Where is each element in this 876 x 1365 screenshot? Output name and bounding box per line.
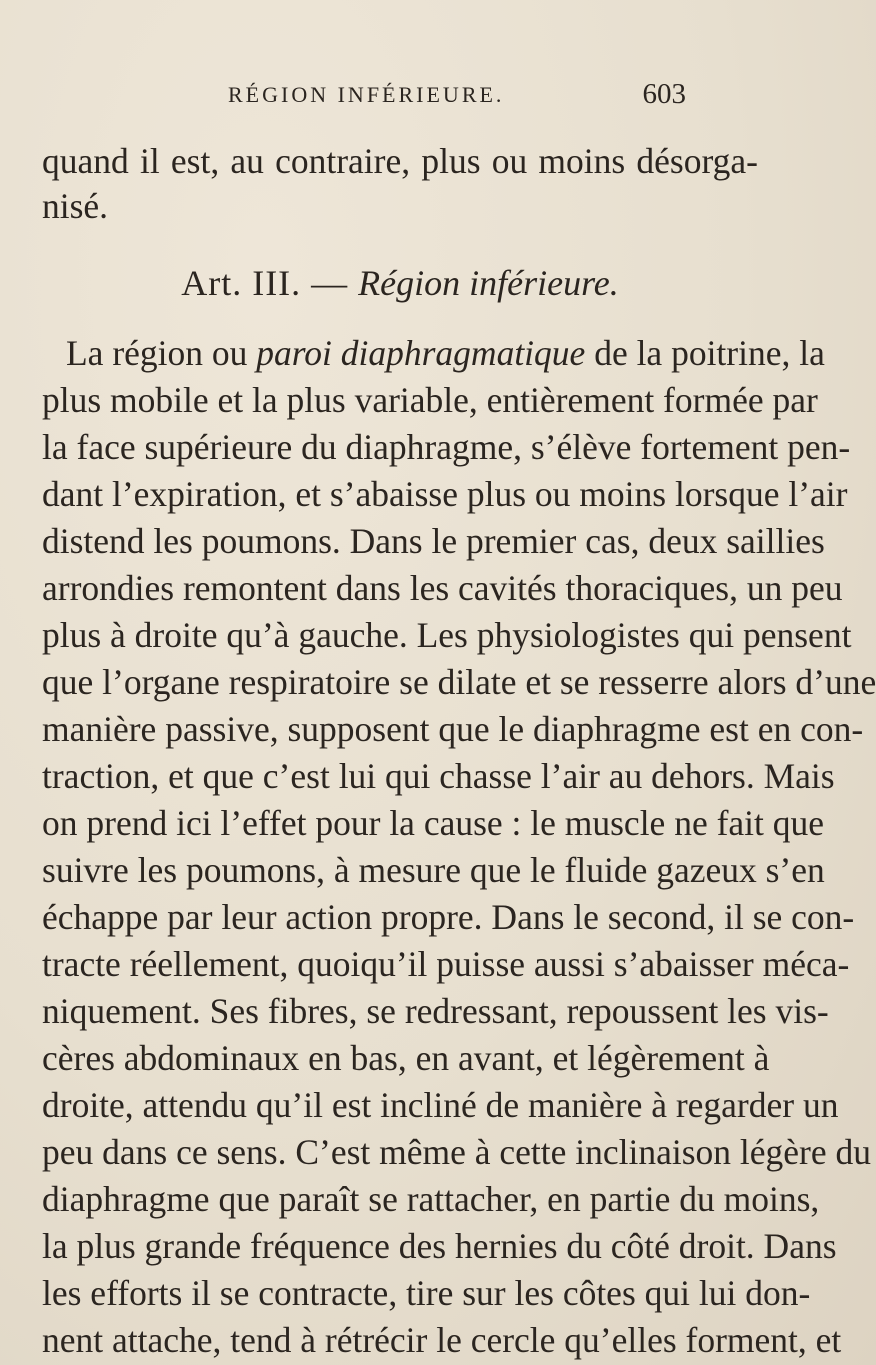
text-line: niquement. Ses fibres, se redressant, repoussent les vis- [42, 991, 829, 1031]
text-line: plus à droite qu’à gauche. Les physiologistes qui pensent [42, 615, 852, 655]
article-title: Région inférieure. [358, 263, 619, 303]
text-line: peu dans ce sens. C’est même à cette inclinaison légère du [42, 1132, 872, 1172]
text-line: distend les poumons. Dans le premier cas, deux saillies [42, 521, 825, 561]
text-segment: La région ou [66, 333, 257, 373]
text-line: que l’organe respiratoire se dilate et se resserre alors d’une [42, 662, 876, 702]
article-heading [0, 262, 800, 304]
text-line: dant l’expiration, et s’abaisse plus ou moins lorsque l’air [42, 474, 848, 514]
text-line: droite, attendu qu’il est incliné de manière à regarder un [42, 1085, 839, 1125]
text-line: diaphragme que paraît se rattacher, en partie du moins, [42, 1179, 820, 1219]
running-title: RÉGION INFÉRIEURE. [228, 82, 505, 107]
text-line: suivre les poumons, à mesure que le fluide gazeux s’en [42, 850, 825, 890]
text-line: arrondies remontent dans les cavités thoraciques, un peu [42, 568, 843, 608]
text-line: quand il est, au contraire, plus ou moins désorga- [42, 141, 758, 181]
text-line: les efforts il se contracte, tire sur les côtes qui lui don- [42, 1273, 811, 1313]
italic-term: paroi diaphragmatique [256, 333, 586, 373]
text-line: nent attache, tend à rétrécir le cercle qu’elles forment, et [42, 1320, 842, 1360]
running-head [228, 78, 686, 114]
text-line [66, 333, 825, 373]
text-line: traction, et que c’est lui qui chasse l’air au dehors. Mais [42, 756, 835, 796]
text-line: nisé. [42, 186, 109, 226]
text-line: manière passive, supposent que le diaphragme est en con- [42, 709, 864, 749]
page-number: 603 [642, 78, 686, 110]
text-segment: de la poitrine, la [585, 333, 825, 373]
text-line: la face supérieure du diaphragme, s’élève fortement pen- [42, 427, 851, 467]
text-line: échappe par leur action propre. Dans le second, il se con- [42, 897, 855, 937]
text-line: on prend ici l’effet pour la cause : le muscle ne fait que [42, 803, 825, 843]
text-line: tracte réellement, quoiqu’il puisse aussi s’abaisser méca- [42, 944, 850, 984]
text-line: plus mobile et la plus variable, entièrement formée par [42, 380, 818, 420]
article-label: Art. III. — [181, 263, 359, 303]
text-line: la plus grande fréquence des hernies du côté droit. Dans [42, 1226, 837, 1266]
text-line: cères abdominaux en bas, en avant, et légèrement à [42, 1038, 770, 1078]
